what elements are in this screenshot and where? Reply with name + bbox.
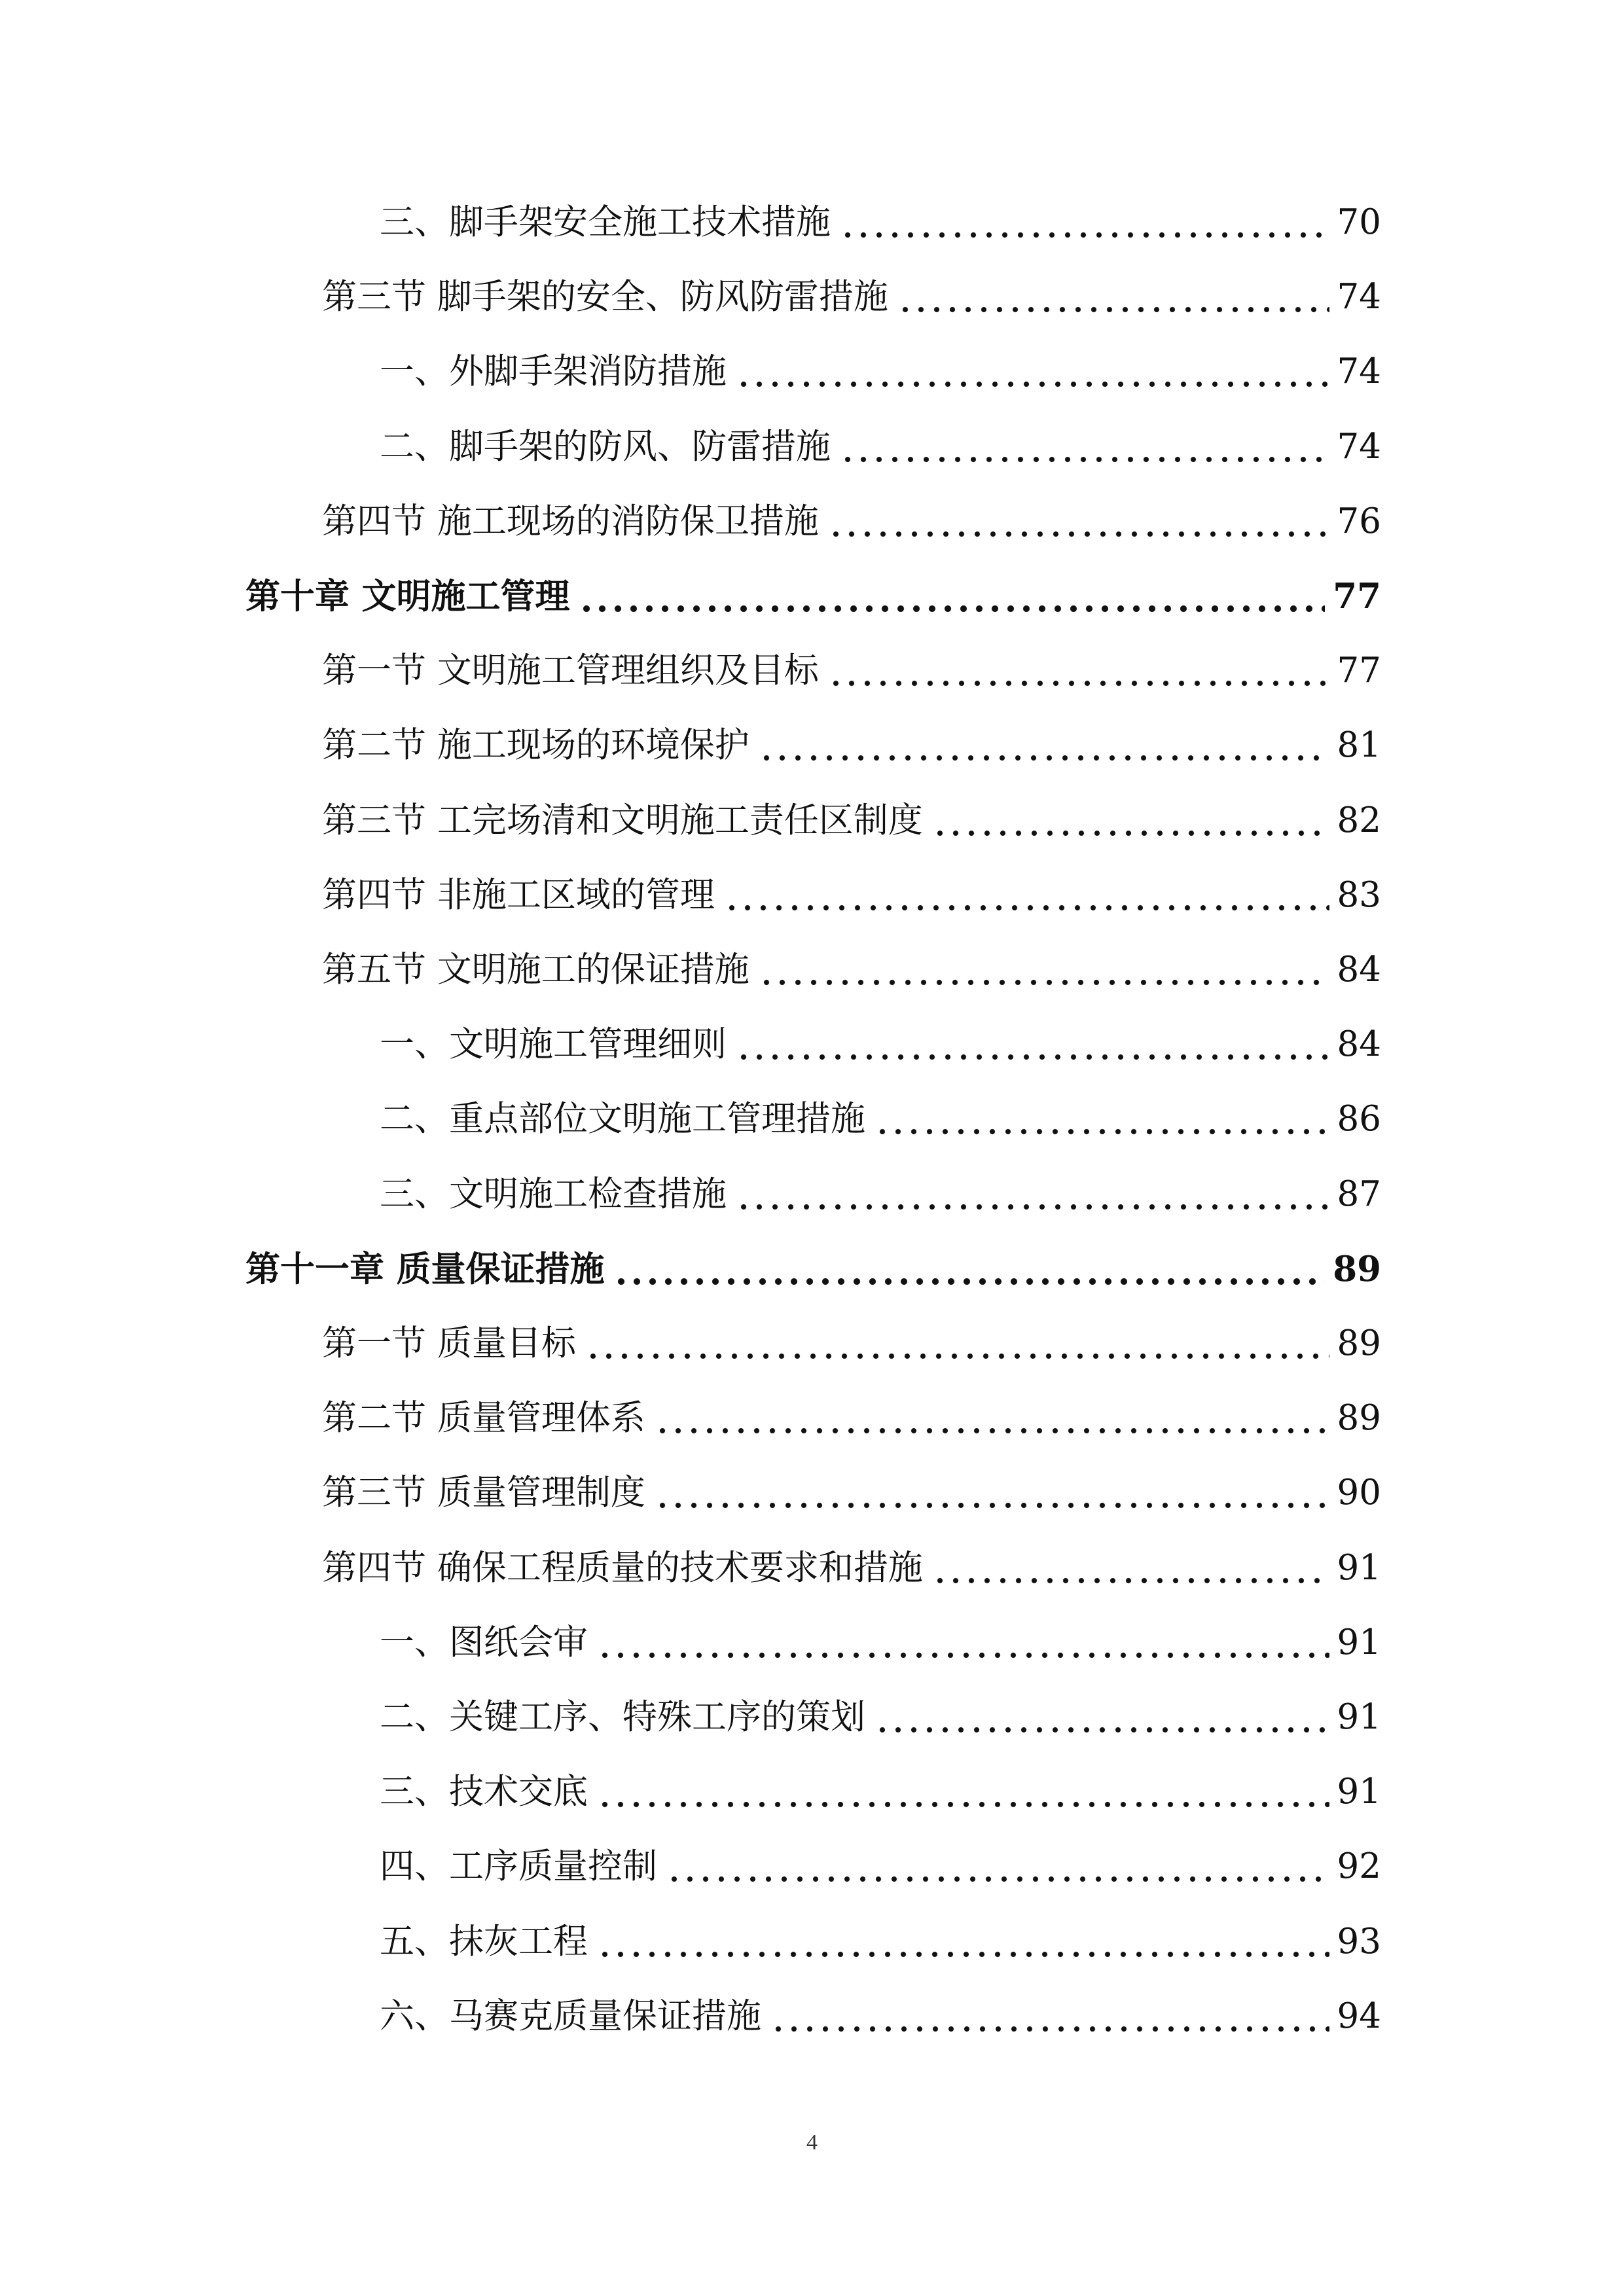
toc-chapter-entry[interactable] [245, 1243, 1381, 1295]
toc-entry-page: 70 [1337, 202, 1381, 242]
toc-subsection-entry[interactable] [380, 421, 1381, 473]
toc-section-entry[interactable] [322, 271, 1381, 323]
toc-section-entry[interactable] [322, 1467, 1381, 1519]
toc-entry-title: 第五节 文明施工的保证措施 [322, 950, 749, 990]
toc-subsection-entry[interactable] [380, 1168, 1381, 1221]
toc-dot-leader [579, 570, 1325, 622]
toc-entry-title: 第四节 施工现场的消防保卫措施 [322, 501, 819, 541]
toc-dot-leader [655, 1392, 1329, 1444]
toc-dot-leader [828, 495, 1329, 548]
toc-subsection-entry[interactable] [380, 1617, 1381, 1669]
toc-dot-leader [597, 1766, 1329, 1818]
toc-entry-page: 94 [1337, 1996, 1381, 2036]
toc-dot-leader [840, 421, 1329, 473]
toc-entry-title: 第一节 质量目标 [322, 1323, 576, 1363]
toc-entry-title: 第三节 质量管理制度 [322, 1473, 645, 1513]
toc-entry-title: 第四节 确保工程质量的技术要求和措施 [322, 1547, 923, 1588]
toc-entry-title: 三、技术交底 [380, 1772, 588, 1812]
toc-entry-page: 91 [1337, 1697, 1381, 1737]
toc-entry-title: 第二节 施工现场的环境保护 [322, 725, 749, 766]
toc-entry-title: 二、关键工序、特殊工序的策划 [380, 1697, 865, 1737]
toc-entry-title: 三、文明施工检查措施 [380, 1174, 727, 1214]
toc-entry-page: 84 [1337, 950, 1381, 990]
toc-entry-page: 89 [1337, 1323, 1381, 1363]
toc-section-entry[interactable] [322, 869, 1381, 922]
toc-dot-leader [736, 1018, 1329, 1071]
toc-dot-leader [613, 1243, 1325, 1295]
toc-subsection-entry[interactable] [380, 1916, 1381, 1968]
toc-entry-page: 74 [1337, 426, 1381, 467]
toc-subsection-entry[interactable] [380, 196, 1381, 249]
toc-dot-leader [897, 271, 1329, 323]
toc-entry-title: 一、外脚手架消防措施 [380, 351, 727, 392]
toc-entry-page: 91 [1337, 1547, 1381, 1588]
toc-dot-leader [597, 1617, 1329, 1669]
toc-entry-page: 74 [1337, 351, 1381, 392]
toc-dot-leader [736, 1168, 1329, 1221]
toc-dot-leader [585, 1318, 1329, 1370]
toc-subsection-entry[interactable] [380, 1691, 1381, 1744]
toc-dot-leader [770, 1990, 1329, 2043]
toc-entry-page: 91 [1337, 1772, 1381, 1812]
toc-entry-title: 五、抹灰工程 [380, 1921, 588, 1962]
toc-subsection-entry[interactable] [380, 1990, 1381, 2043]
toc-entry-title: 第三节 工完场清和文明施工责任区制度 [322, 800, 923, 840]
toc-section-entry[interactable] [322, 1318, 1381, 1370]
toc-entry-page: 84 [1337, 1024, 1381, 1065]
toc-entry-page: 92 [1337, 1846, 1381, 1887]
toc-entry-title: 第四节 非施工区域的管理 [322, 874, 715, 915]
toc-section-entry[interactable] [322, 495, 1381, 548]
toc-entry-title: 第三节 脚手架的安全、防风防雷措施 [322, 277, 888, 317]
toc-dot-leader [724, 869, 1329, 922]
toc-entry-page: 76 [1337, 501, 1381, 541]
toc-section-entry[interactable] [322, 645, 1381, 697]
toc-dot-leader [932, 1542, 1329, 1594]
toc-section-entry[interactable] [322, 795, 1381, 847]
toc-entry-title: 第二节 质量管理体系 [322, 1398, 645, 1439]
toc-entry-title: 一、图纸会审 [380, 1622, 588, 1662]
toc-dot-leader [828, 645, 1329, 697]
toc-dot-leader [736, 346, 1329, 398]
toc-entry-title: 四、工序质量控制 [380, 1846, 657, 1887]
toc-section-entry[interactable] [322, 1542, 1381, 1594]
toc-entry-title: 六、马赛克质量保证措施 [380, 1996, 761, 2036]
toc-dot-leader [840, 196, 1329, 249]
toc-entry-page: 90 [1337, 1473, 1381, 1513]
toc-entry-page: 89 [1337, 1398, 1381, 1439]
toc-entry-page: 83 [1337, 874, 1381, 915]
toc-dot-leader [932, 795, 1329, 847]
toc-section-entry[interactable] [322, 944, 1381, 996]
toc-entry-page: 81 [1337, 725, 1381, 766]
toc-entry-title: 第十章 文明施工管理 [245, 576, 570, 617]
toc-dot-leader [759, 944, 1329, 996]
toc-entry-page: 74 [1337, 277, 1381, 317]
toc-subsection-entry[interactable] [380, 346, 1381, 398]
toc-subsection-entry[interactable] [380, 1018, 1381, 1071]
toc-entry-title: 三、脚手架安全施工技术措施 [380, 202, 831, 242]
toc-entry-title: 二、重点部位文明施工管理措施 [380, 1099, 865, 1139]
toc-entry-title: 第十一章 质量保证措施 [245, 1248, 605, 1289]
toc-subsection-entry[interactable] [380, 1840, 1381, 1893]
toc-chapter-entry[interactable] [245, 570, 1381, 622]
toc-dot-leader [666, 1840, 1329, 1893]
toc-entry-page: 77 [1337, 651, 1381, 691]
toc-dot-leader [655, 1467, 1329, 1519]
toc-section-entry[interactable] [322, 719, 1381, 772]
toc-entry-page: 93 [1337, 1921, 1381, 1962]
toc-entry-title: 第一节 文明施工管理组织及目标 [322, 651, 819, 691]
toc-dot-leader [597, 1916, 1329, 1968]
toc-dot-leader [759, 719, 1329, 772]
toc-entry-page: 82 [1337, 800, 1381, 840]
toc-entry-page: 91 [1337, 1622, 1381, 1662]
toc-entry-page: 89 [1333, 1248, 1381, 1289]
toc-subsection-entry[interactable] [380, 1766, 1381, 1818]
toc-dot-leader [875, 1093, 1329, 1145]
toc-section-entry[interactable] [322, 1392, 1381, 1444]
toc-entry-title: 一、文明施工管理细则 [380, 1024, 727, 1065]
toc-entry-page: 87 [1337, 1174, 1381, 1214]
toc-entry-page: 77 [1333, 576, 1381, 617]
page-number: 4 [806, 2130, 818, 2155]
toc-entry-title: 二、脚手架的防风、防雷措施 [380, 426, 831, 467]
toc-subsection-entry[interactable] [380, 1093, 1381, 1145]
toc-dot-leader [875, 1691, 1329, 1744]
toc-entry-page: 86 [1337, 1099, 1381, 1139]
